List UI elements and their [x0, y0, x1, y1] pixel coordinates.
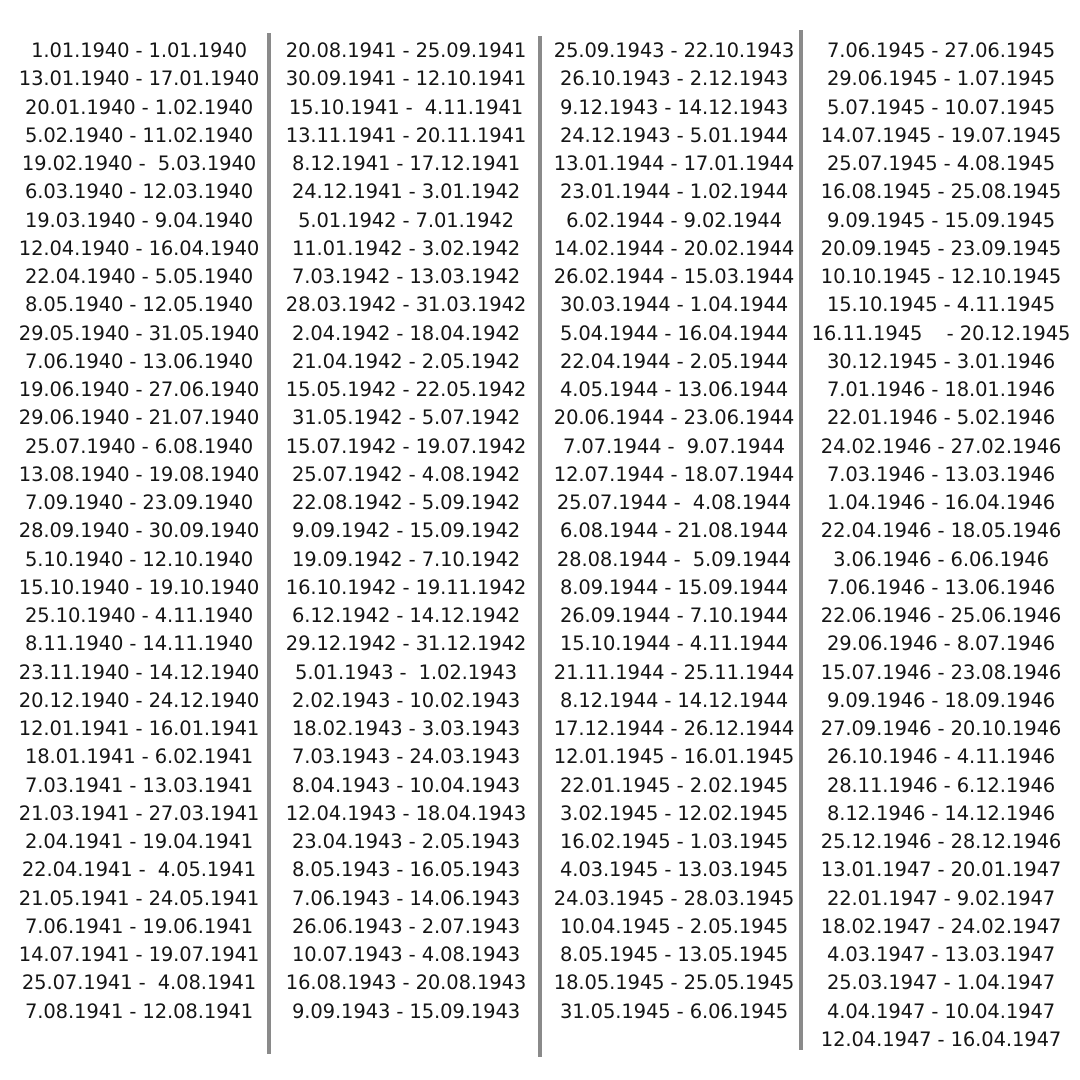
date-range-entry: 8.12.1946 - 14.12.1946	[826, 801, 1056, 825]
date-range-entry: 19.09.1942 - 7.10.1942	[291, 547, 521, 571]
date-range-entry: 24.12.1941 - 3.01.1942	[291, 180, 521, 204]
date-range-entry: 7.06.1945 - 27.06.1945	[826, 39, 1056, 62]
date-range-entry: 10.10.1945 - 12.10.1945	[820, 265, 1062, 288]
date-column-2	[275, 37, 537, 1026]
date-range-entry: 21.05.1941 - 24.05.1941	[18, 886, 260, 910]
date-range-entry: 28.03.1942 - 31.03.1942	[285, 293, 527, 317]
column-divider	[267, 33, 271, 1054]
date-range-entry: 1.01.1940 - 1.01.1940	[31, 39, 247, 62]
date-range-entry: 23.11.1940 - 14.12.1940	[18, 660, 260, 684]
date-range-entry: 29.05.1940 - 31.05.1940	[18, 321, 260, 345]
date-range-entry: 15.10.1940 - 19.10.1940	[18, 575, 260, 599]
date-range-entry: 13.01.1947 - 20.01.1947	[820, 858, 1062, 882]
date-column-4	[810, 37, 1072, 1054]
date-range-entry: 5.02.1940 - 11.02.1940	[24, 123, 254, 147]
date-range-entry: 24.12.1943 - 5.01.1944	[559, 123, 789, 147]
date-range-entry: 5.04.1944 - 16.04.1944	[559, 321, 789, 345]
date-range-entry: 4.03.1947 - 13.03.1947	[826, 943, 1056, 966]
date-range-entry: 9.09.1945 - 15.09.1945	[826, 208, 1056, 232]
date-range-entry: 7.09.1940 - 23.09.1940	[24, 491, 254, 514]
date-range-entry: 9.12.1943 - 14.12.1943	[559, 95, 789, 119]
date-range-entry: 20.08.1941 - 25.09.1941	[285, 39, 527, 62]
date-range-entry: 30.09.1941 - 12.10.1941	[285, 67, 527, 91]
date-range-entry: 28.09.1940 - 30.09.1940	[18, 519, 260, 543]
date-range-entry: 9.09.1946 - 18.09.1946	[826, 688, 1056, 712]
date-range-entry: 8.12.1944 - 14.12.1944	[559, 688, 789, 712]
date-range-entry: 20.01.1940 - 1.02.1940	[24, 95, 254, 119]
date-column-1	[8, 37, 270, 1026]
date-range-entry: 25.07.1942 - 4.08.1942	[291, 462, 521, 486]
date-range-entry: 4.03.1945 - 13.03.1945	[559, 858, 789, 882]
date-range-entry: 22.01.1947 - 9.02.1947	[826, 886, 1056, 910]
date-range-entry: 1.04.1946 - 16.04.1946	[826, 491, 1056, 514]
date-range-entry: 5.07.1945 - 10.07.1945	[826, 95, 1056, 119]
date-range-entry: 22.06.1946 - 25.06.1946	[820, 604, 1062, 627]
date-range-entry: 26.06.1943 - 2.07.1943	[291, 914, 521, 938]
date-range-entry: 22.08.1942 - 5.09.1942	[291, 491, 521, 514]
date-range-entry: 29.06.1945 - 1.07.1945	[826, 67, 1056, 91]
date-range-entry: 22.04.1940 - 5.05.1940	[24, 265, 254, 288]
date-range-entry: 7.07.1944 - 9.07.1944	[563, 434, 785, 458]
date-range-entry: 19.03.1940 - 9.04.1940	[24, 208, 254, 232]
date-range-entry: 19.02.1940 - 5.03.1940	[21, 152, 257, 175]
date-range-entry: 22.04.1944 - 2.05.1944	[559, 349, 789, 373]
date-range-entry: 15.07.1942 - 19.07.1942	[285, 434, 527, 458]
date-range-entry: 27.09.1946 - 20.10.1946	[820, 717, 1062, 740]
date-range-entry: 20.09.1945 - 23.09.1945	[820, 236, 1062, 260]
date-range-entry: 25.07.1941 - 4.08.1941	[21, 971, 257, 995]
date-range-entry: 8.05.1943 - 16.05.1943	[291, 858, 521, 882]
date-range-entry: 3.06.1946 - 6.06.1946	[833, 547, 1049, 571]
date-range-entry: 14.02.1944 - 20.02.1944	[553, 236, 795, 260]
date-range-entry: 26.09.1944 - 7.10.1944	[559, 604, 789, 627]
date-range-entry: 2.04.1942 - 18.04.1942	[291, 321, 521, 345]
date-range-entry: 25.07.1945 - 4.08.1945	[826, 152, 1056, 175]
date-range-entry: 14.07.1945 - 19.07.1945	[820, 123, 1062, 147]
date-range-entry: 12.04.1947 - 16.04.1947	[820, 1027, 1062, 1051]
date-range-entry: 8.09.1944 - 15.09.1944	[559, 575, 789, 599]
date-range-entry: 3.02.1945 - 12.02.1945	[559, 801, 789, 825]
date-range-entry: 13.01.1944 - 17.01.1944	[553, 152, 795, 175]
date-column-3	[543, 37, 805, 1026]
date-range-entry: 15.07.1946 - 23.08.1946	[820, 660, 1062, 684]
date-range-entry: 6.03.1940 - 12.03.1940	[24, 180, 254, 204]
date-range-entry: 23.04.1943 - 2.05.1943	[291, 830, 521, 853]
date-range-entry: 24.03.1945 - 28.03.1945	[553, 886, 795, 910]
date-range-entry: 16.11.1945 - 20.12.1945	[811, 321, 1071, 345]
date-range-entry: 30.03.1944 - 1.04.1944	[559, 293, 789, 317]
date-range-entry: 6.12.1942 - 14.12.1942	[291, 604, 521, 627]
column-divider	[799, 30, 803, 1050]
date-range-entry: 18.02.1947 - 24.02.1947	[820, 914, 1062, 938]
date-range-entry: 22.04.1946 - 18.05.1946	[820, 519, 1062, 543]
date-range-entry: 7.03.1942 - 13.03.1942	[291, 265, 521, 288]
date-range-entry: 25.07.1940 - 6.08.1940	[24, 434, 254, 458]
date-range-entry: 26.10.1946 - 4.11.1946	[826, 745, 1056, 769]
date-range-entry: 31.05.1945 - 6.06.1945	[559, 999, 789, 1023]
date-range-entry: 8.04.1943 - 10.04.1943	[291, 773, 521, 797]
date-range-entry: 28.08.1944 - 5.09.1944	[556, 547, 792, 571]
date-range-entry: 7.08.1941 - 12.08.1941	[24, 999, 254, 1023]
date-range-entry: 7.06.1943 - 14.06.1943	[291, 886, 521, 910]
date-range-entry: 12.01.1941 - 16.01.1941	[18, 717, 260, 740]
date-range-entry: 8.12.1941 - 17.12.1941	[291, 152, 521, 175]
date-range-entry: 25.10.1940 - 4.11.1940	[24, 604, 254, 627]
date-range-entry: 13.01.1940 - 17.01.1940	[18, 67, 260, 91]
date-range-entry: 8.05.1945 - 13.05.1945	[559, 943, 789, 966]
date-range-entry: 15.10.1945 - 4.11.1945	[826, 293, 1056, 317]
date-range-entry: 22.04.1941 - 4.05.1941	[21, 858, 257, 882]
date-range-entry: 14.07.1941 - 19.07.1941	[18, 943, 260, 966]
date-range-entry: 22.01.1946 - 5.02.1946	[826, 406, 1056, 430]
date-range-entry: 9.09.1942 - 15.09.1942	[291, 519, 521, 543]
date-range-entry: 16.08.1943 - 20.08.1943	[285, 971, 527, 995]
date-range-entry: 28.11.1946 - 6.12.1946	[826, 773, 1056, 797]
date-range-entry: 23.01.1944 - 1.02.1944	[559, 180, 789, 204]
date-range-entry: 7.06.1940 - 13.06.1940	[24, 349, 254, 373]
date-range-entry: 4.04.1947 - 10.04.1947	[826, 999, 1056, 1023]
date-range-entry: 25.09.1943 - 22.10.1943	[553, 39, 795, 62]
date-range-entry: 15.05.1942 - 22.05.1942	[285, 378, 527, 401]
date-range-entry: 6.08.1944 - 21.08.1944	[559, 519, 789, 543]
date-range-entry: 5.01.1942 - 7.01.1942	[298, 208, 514, 232]
date-range-entry: 8.11.1940 - 14.11.1940	[24, 632, 254, 656]
date-range-entry: 25.12.1946 - 28.12.1946	[820, 830, 1062, 853]
date-range-entry: 21.11.1944 - 25.11.1944	[553, 660, 795, 684]
column-divider	[538, 36, 542, 1057]
date-range-entry: 29.12.1942 - 31.12.1942	[285, 632, 527, 656]
date-range-entry: 29.06.1946 - 8.07.1946	[826, 632, 1056, 656]
date-range-entry: 25.03.1947 - 1.04.1947	[826, 971, 1056, 995]
date-range-entry: 10.04.1945 - 2.05.1945	[559, 914, 789, 938]
date-range-entry: 21.03.1941 - 27.03.1941	[18, 801, 260, 825]
date-range-entry: 11.01.1942 - 3.02.1942	[291, 236, 521, 260]
date-range-entry: 13.08.1940 - 19.08.1940	[18, 462, 260, 486]
date-range-entry: 31.05.1942 - 5.07.1942	[291, 406, 521, 430]
date-range-entry: 10.07.1943 - 4.08.1943	[291, 943, 521, 966]
date-range-entry: 16.02.1945 - 1.03.1945	[559, 830, 789, 853]
date-range-entry: 8.05.1940 - 12.05.1940	[24, 293, 254, 317]
date-range-entry: 2.02.1943 - 10.02.1943	[291, 688, 521, 712]
date-range-entry: 7.06.1946 - 13.06.1946	[826, 575, 1056, 599]
date-range-entry: 24.02.1946 - 27.02.1946	[820, 434, 1062, 458]
date-range-entry: 16.10.1942 - 19.11.1942	[285, 575, 527, 599]
date-range-entry: 15.10.1944 - 4.11.1944	[559, 632, 789, 656]
date-range-entry: 7.03.1941 - 13.03.1941	[24, 773, 254, 797]
date-range-entry: 7.03.1946 - 13.03.1946	[826, 462, 1056, 486]
date-range-entry: 26.02.1944 - 15.03.1944	[553, 265, 795, 288]
date-range-entry: 18.01.1941 - 6.02.1941	[24, 745, 254, 769]
date-range-entry: 22.01.1945 - 2.02.1945	[559, 773, 789, 797]
date-range-entry: 20.06.1944 - 23.06.1944	[553, 406, 795, 430]
date-range-entry: 16.08.1945 - 25.08.1945	[820, 180, 1062, 204]
date-range-entry: 6.02.1944 - 9.02.1944	[566, 208, 782, 232]
date-range-entry: 15.10.1941 - 4.11.1941	[288, 95, 524, 119]
date-range-entry: 25.07.1944 - 4.08.1944	[556, 491, 792, 514]
date-range-entry: 17.12.1944 - 26.12.1944	[553, 717, 795, 740]
date-range-entry: 21.04.1942 - 2.05.1942	[291, 349, 521, 373]
date-range-entry: 20.12.1940 - 24.12.1940	[18, 688, 260, 712]
date-range-entry: 19.06.1940 - 27.06.1940	[18, 378, 260, 401]
date-range-entry: 7.01.1946 - 18.01.1946	[826, 378, 1056, 401]
date-range-entry: 2.04.1941 - 19.04.1941	[24, 830, 254, 853]
date-range-entry: 18.02.1943 - 3.03.1943	[291, 717, 521, 740]
date-range-entry: 30.12.1945 - 3.01.1946	[826, 349, 1056, 373]
date-range-entry: 13.11.1941 - 20.11.1941	[285, 123, 527, 147]
date-range-entry: 12.04.1940 - 16.04.1940	[18, 236, 260, 260]
date-range-entry: 12.07.1944 - 18.07.1944	[553, 462, 795, 486]
date-range-entry: 29.06.1940 - 21.07.1940	[18, 406, 260, 430]
date-range-entry: 7.03.1943 - 24.03.1943	[291, 745, 521, 769]
date-range-entry: 12.01.1945 - 16.01.1945	[553, 745, 795, 769]
date-range-entry: 5.10.1940 - 12.10.1940	[24, 547, 254, 571]
date-range-entry: 18.05.1945 - 25.05.1945	[553, 971, 795, 995]
date-range-entry: 26.10.1943 - 2.12.1943	[559, 67, 789, 91]
date-range-entry: 7.06.1941 - 19.06.1941	[24, 914, 254, 938]
date-range-entry: 4.05.1944 - 13.06.1944	[559, 378, 789, 401]
date-range-entry: 12.04.1943 - 18.04.1943	[285, 801, 527, 825]
date-range-entry: 5.01.1943 - 1.02.1943	[295, 660, 517, 684]
date-range-entry: 9.09.1943 - 15.09.1943	[291, 999, 521, 1023]
